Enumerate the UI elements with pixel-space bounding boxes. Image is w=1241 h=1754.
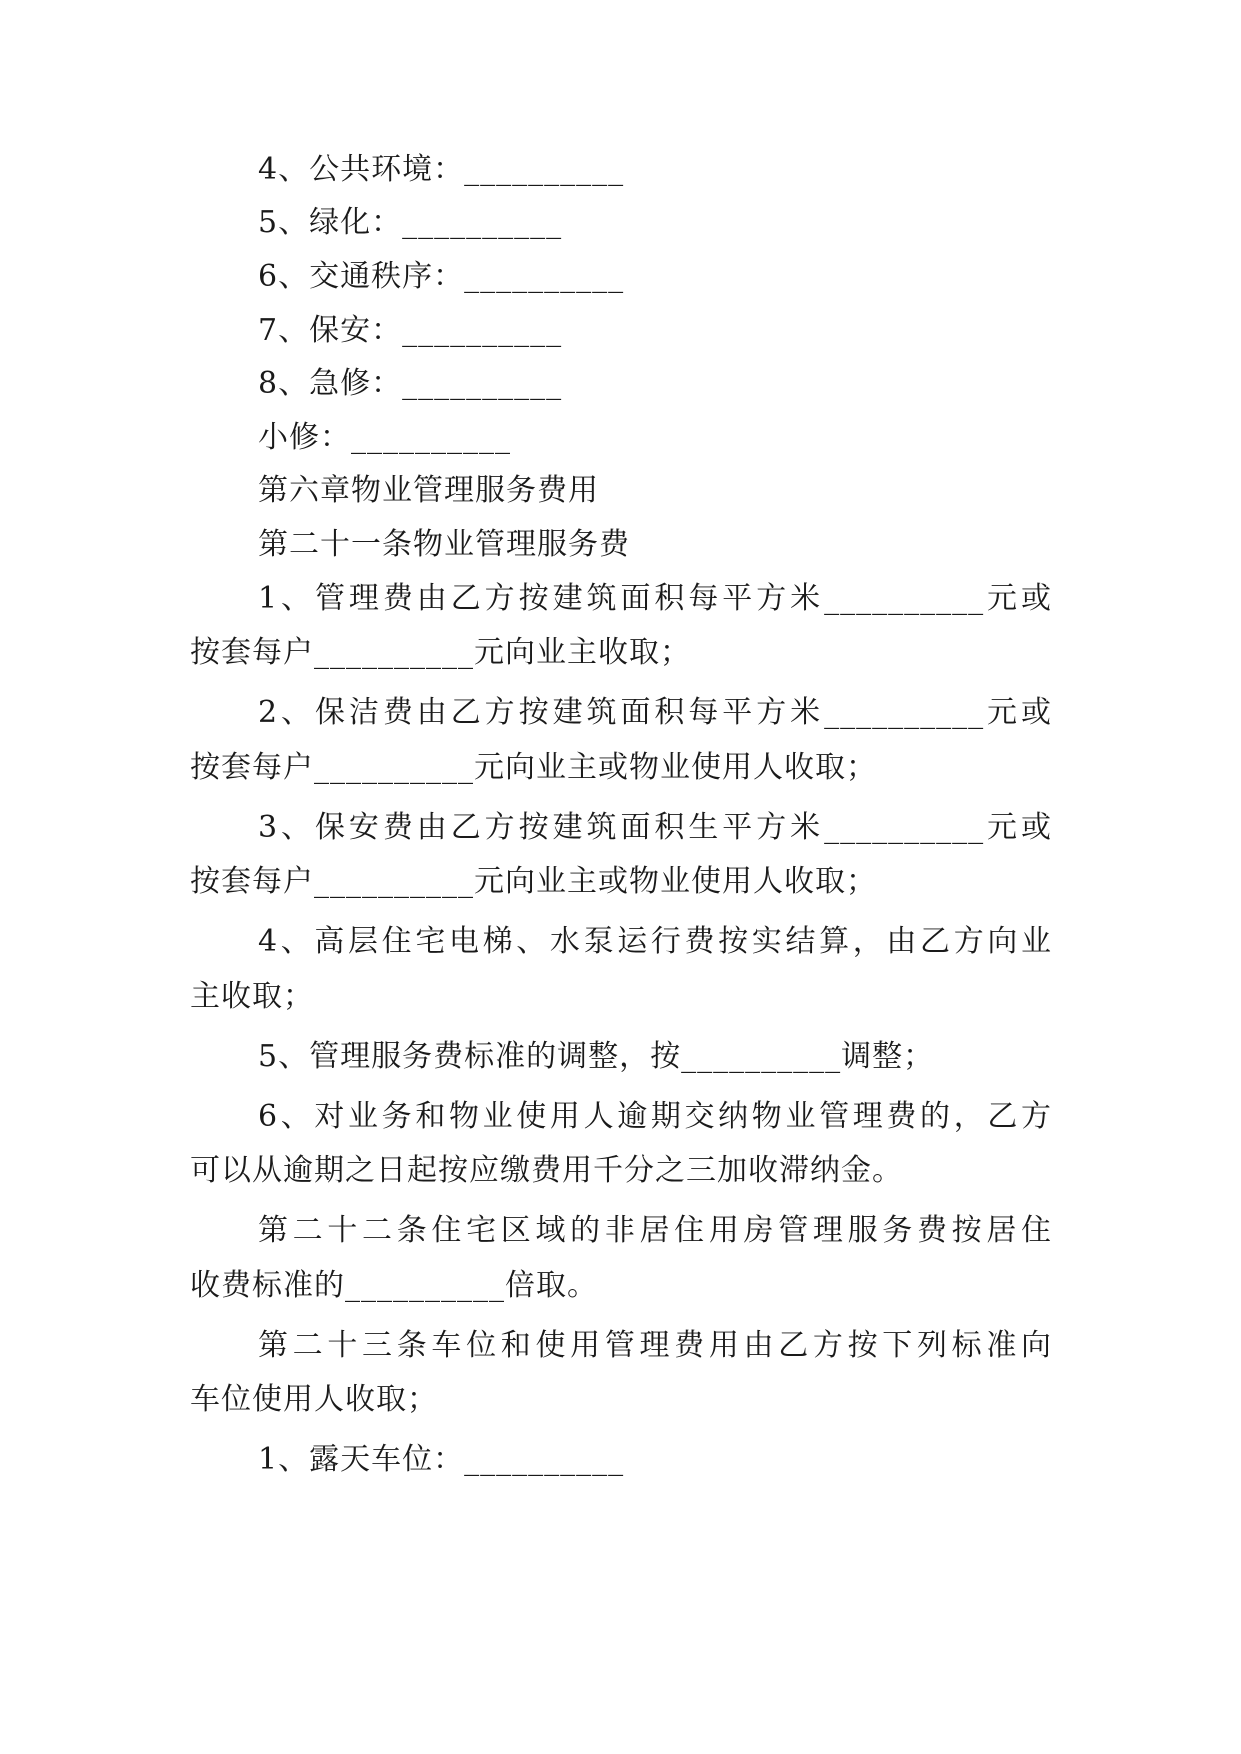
article-22-line-2: 收费标准的__________倍取。	[190, 1268, 598, 1303]
article-21-clause-2-line-1: 2、保洁费由乙方按建筑面积每平方米__________元或	[258, 695, 1052, 730]
article-21-clause-5: 5、管理服务费标准的调整，按__________调整；	[258, 1039, 935, 1074]
item-traffic-order: 6、交通秩序：__________	[258, 259, 625, 294]
item-security: 7、保安：__________	[258, 313, 563, 348]
chapter-heading: 第六章物业管理服务费用	[258, 473, 599, 508]
article-21-clause-1-line-2: 按套每户__________元向业主收取；	[190, 635, 691, 670]
article-23-item-open-air-parking: 1、露天车位：__________	[258, 1442, 625, 1477]
article-21-heading: 第二十一条物业管理服务费	[258, 527, 630, 562]
article-21-clause-1-line-1: 1、管理费由乙方按建筑面积每平方米__________元或	[258, 581, 1052, 616]
item-minor-repair: 小修：__________	[258, 420, 511, 455]
item-greening: 5、绿化：__________	[258, 205, 563, 240]
item-emergency-repair: 8、急修：__________	[258, 366, 563, 401]
article-21-clause-3-line-1: 3、保安费由乙方按建筑面积生平方米__________元或	[258, 810, 1052, 845]
article-21-clause-4-line-1: 4、高层住宅电梯、水泵运行费按实结算，由乙方向业	[258, 924, 1052, 959]
article-21-clause-3-line-2: 按套每户__________元向业主或物业使用人收取；	[190, 864, 877, 899]
article-21-clause-6-line-2: 可以从逾期之日起按应缴费用千分之三加收滞纳金。	[190, 1153, 903, 1188]
article-22-line-1: 第二十二条住宅区域的非居住用房管理服务费按居住	[258, 1213, 1052, 1248]
article-21-clause-4-line-2: 主收取；	[190, 979, 314, 1014]
article-23-line-1: 第二十三条车位和使用管理费用由乙方按下列标准向	[258, 1328, 1052, 1363]
article-21-clause-6-line-1: 6、对业务和物业使用人逾期交纳物业管理费的，乙方	[258, 1099, 1052, 1134]
article-23-line-2: 车位使用人收取；	[190, 1382, 438, 1417]
item-public-environment: 4、公共环境：__________	[258, 152, 625, 187]
article-21-clause-2-line-2: 按套每户__________元向业主或物业使用人收取；	[190, 750, 877, 785]
